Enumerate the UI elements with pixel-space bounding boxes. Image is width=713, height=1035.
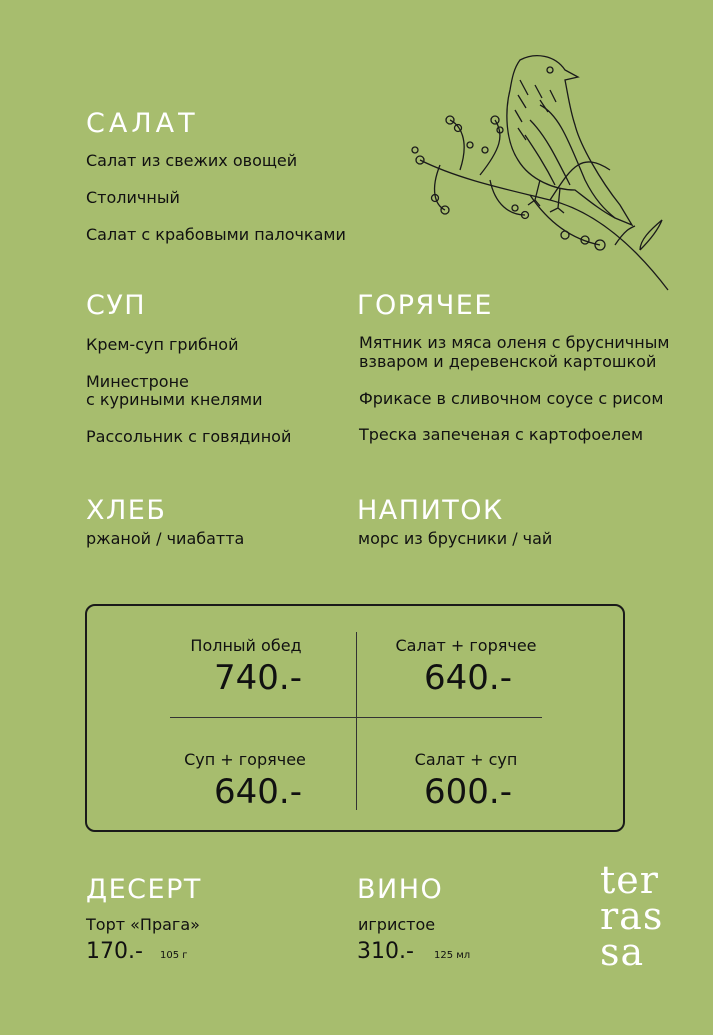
- wine-price: 310.-: [357, 939, 414, 964]
- wine-volume: 125 мл: [434, 950, 471, 961]
- wine-name: игристое: [358, 915, 436, 934]
- combo-price: 740.-: [214, 658, 302, 698]
- dessert-name: Торт «Прага»: [86, 915, 200, 934]
- bread-text: ржаной / чиабатта: [86, 529, 245, 548]
- logo-line: ter: [600, 858, 659, 902]
- hot-item-line2: взваром и деревенской картошкой: [359, 352, 657, 371]
- combo-label: Салат + горячее: [395, 636, 537, 655]
- bread-heading: ХЛЕБ: [86, 495, 167, 526]
- combo-price: 600.-: [424, 772, 512, 812]
- drink-heading: НАПИТОК: [357, 495, 504, 526]
- logo-line: sa: [600, 930, 645, 974]
- wine-heading: ВИНО: [357, 874, 444, 905]
- hot-heading: ГОРЯЧЕЕ: [357, 290, 493, 321]
- dessert-price: 170.-: [86, 939, 143, 964]
- dessert-heading: ДЕСЕРТ: [86, 874, 202, 905]
- soup-item-line2: с куриными кнелями: [86, 390, 263, 409]
- soup-item: Крем-суп грибной: [86, 335, 239, 354]
- combo-label: Суп + горячее: [184, 750, 306, 769]
- combo-divider-horizontal: [170, 717, 542, 718]
- hot-item: Треска запеченая с картофоелем: [359, 425, 644, 444]
- salad-heading: САЛАТ: [86, 108, 199, 139]
- hot-item: Фрикасе в сливочном соусе с рисом: [359, 389, 664, 408]
- salad-item: Салат с крабовыми палочками: [86, 225, 346, 244]
- salad-item: Салат из свежих овощей: [86, 151, 298, 170]
- dessert-weight: 105 г: [160, 950, 188, 961]
- combo-label: Салат + суп: [414, 750, 518, 769]
- drink-text: морс из брусники / чай: [358, 529, 553, 548]
- combo-price: 640.-: [424, 658, 512, 698]
- soup-heading: СУП: [86, 290, 147, 321]
- soup-item: Минестроне: [86, 372, 189, 391]
- salad-item: Столичный: [86, 188, 180, 207]
- terrassa-logo: [600, 858, 664, 974]
- bird-on-branch-icon: [400, 50, 675, 300]
- soup-item: Рассольник с говядиной: [86, 427, 292, 446]
- combo-price: 640.-: [214, 772, 302, 812]
- logo-line: ras: [600, 894, 664, 938]
- combo-divider-vertical: [356, 632, 357, 810]
- combo-label: Полный обед: [190, 636, 302, 655]
- hot-item: Мятник из мяса оленя с брусничным: [359, 333, 670, 352]
